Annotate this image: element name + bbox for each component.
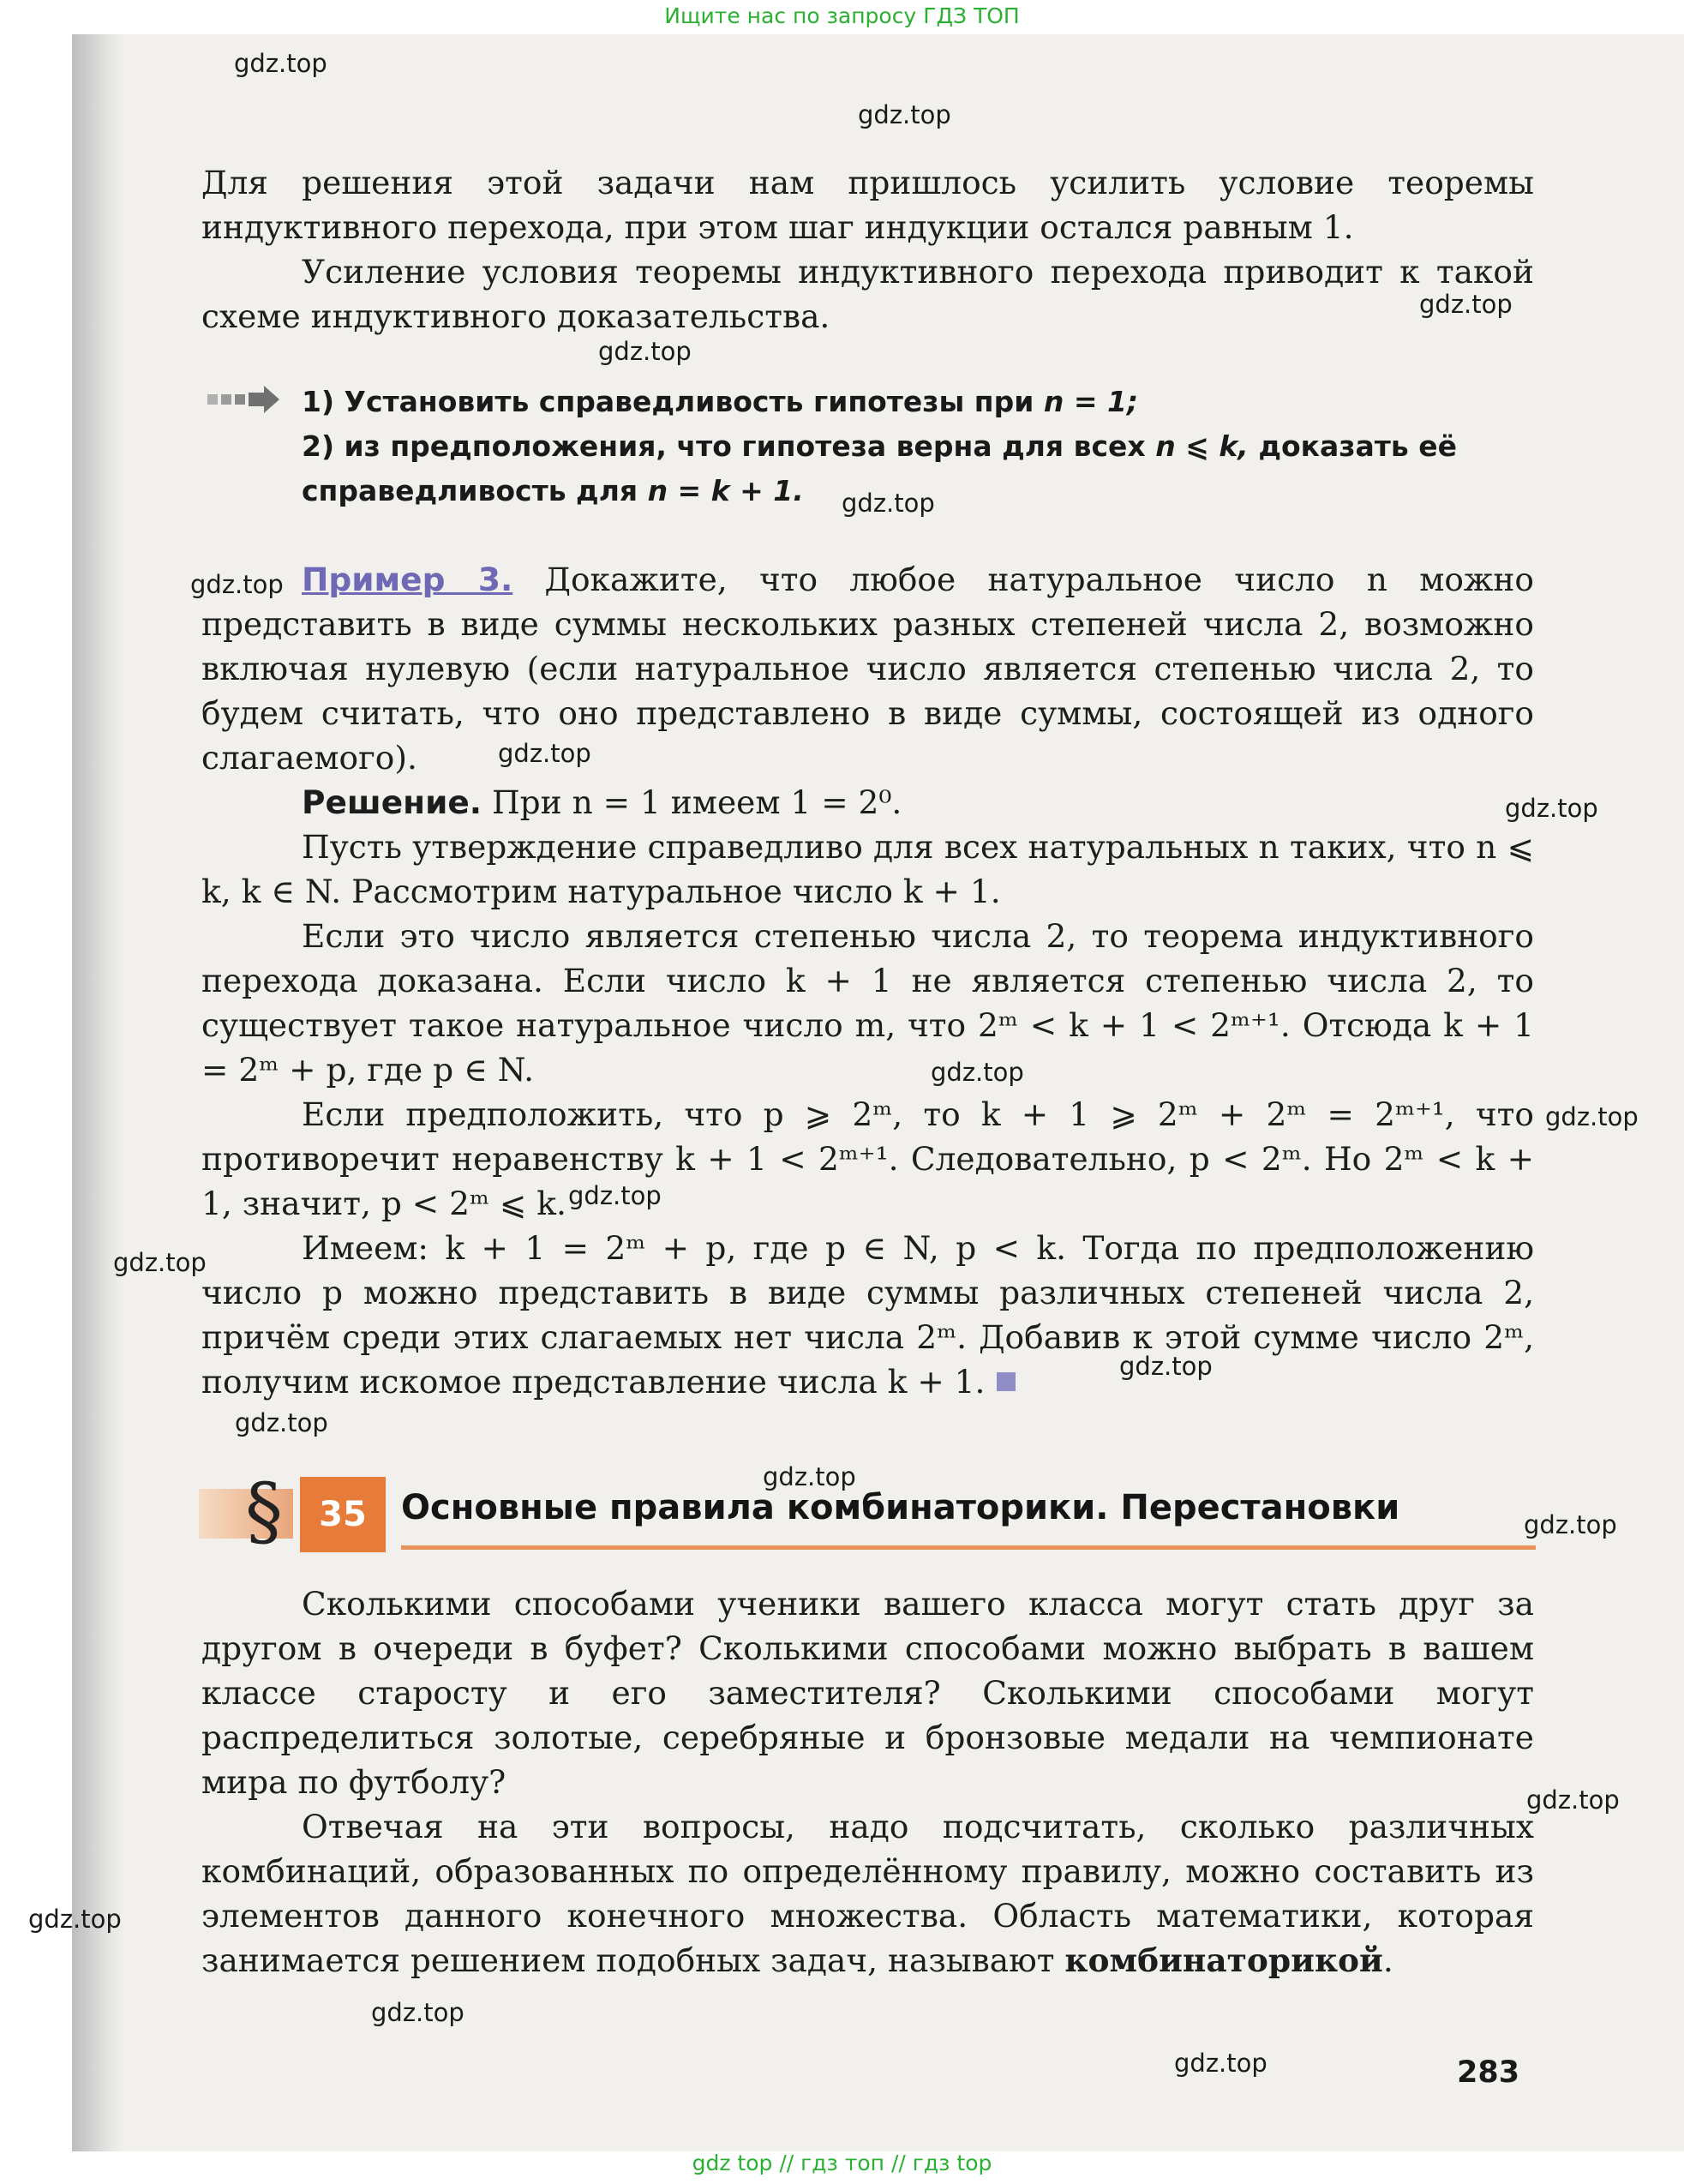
watermark: gdz.top (1526, 1785, 1620, 1815)
example-3 (201, 557, 1534, 1404)
end-of-proof-icon (997, 1372, 1016, 1391)
page-number: 283 (1457, 2055, 1520, 2090)
arrow-marker-icon (206, 384, 281, 415)
section-paragraph-end: . (1382, 1941, 1393, 1979)
watermark: gdz.top (1119, 1352, 1213, 1381)
rule-math: n ⩽ k, (1155, 429, 1249, 463)
watermark: gdz.top (568, 1181, 662, 1210)
section-underline (401, 1545, 1536, 1550)
term-combinatorics: комбинаторикой (1064, 1941, 1383, 1979)
watermark: gdz.top (931, 1058, 1024, 1087)
solution-text: Имеем: k + 1 = 2ᵐ + p, где p ∈ N, p < k. Тогда по предположению число p можно представить в виде суммы различных степеней числа 2, причём среди этих слагаемых нет числа 2ᵐ. Добавив к этой сумме число 2ᵐ, получим искомое представление числа k + 1. (201, 1229, 1534, 1401)
watermark: gdz.top (763, 1462, 856, 1491)
watermark: gdz.top (842, 489, 935, 518)
rule-text: доказать её (1248, 429, 1457, 463)
solution-paragraph: Пусть утверждение справедливо для всех натуральных n таких, что n ⩽ k, k ∈ N. Рассмотрим натуральное число k + 1. (201, 828, 1534, 910)
watermark: gdz.top (1524, 1510, 1617, 1539)
solution-paragraph (201, 1226, 1534, 1404)
watermark: gdz.top (235, 1408, 328, 1437)
page-fold-shadow (72, 34, 123, 2151)
watermark: gdz.top (498, 739, 591, 768)
watermark: gdz.top (598, 337, 692, 366)
watermark: gdz.top (28, 1905, 122, 1934)
section-symbol: § (245, 1467, 283, 1555)
section-text (201, 1581, 1534, 1983)
top-banner: Ищите нас по запросу ГДЗ ТОП (664, 3, 1020, 28)
section-paragraph-text: Отвечая на эти вопросы, надо подсчитать, сколько различных комбинаций, образованных по определённому правилу, можно составить из элементов данного конечного множества. Область математики, которая занимается решением подобных задач, называют (201, 1808, 1534, 1979)
rule-text: справедливость для (302, 474, 648, 507)
rule-math: n = 1; (1043, 385, 1139, 418)
solution-label: Решение. (302, 783, 482, 821)
induction-scheme (302, 380, 1536, 513)
rule-text: 2) из предположения, что гипотеза верна для всех (302, 429, 1156, 463)
example-label: Пример 3. (302, 561, 513, 598)
watermark: gdz.top (234, 49, 327, 78)
intro-paragraph: Для решения этой задачи нам пришлось усилить условие теоремы индуктивного перехода, при этом шаг индукции остался равным 1. (201, 164, 1534, 246)
section-paragraph (201, 1804, 1534, 1983)
rule-math: n = k + 1. (647, 474, 804, 507)
watermark: gdz.top (371, 1998, 464, 2027)
rule-text: 1) Установить справедливость гипотезы при (302, 385, 1044, 418)
watermark: gdz.top (1505, 794, 1598, 823)
solution-paragraph (201, 780, 1534, 825)
intro-text (201, 160, 1534, 339)
solution-text: При n = 1 имеем 1 = 2⁰. (482, 783, 902, 821)
watermark: gdz.top (113, 1248, 207, 1277)
solution-paragraph: Если это число является степенью числа 2, то теорема индуктивного перехода доказана. Если число k + 1 не является степенью числа 2, то существует такое натуральное число m, что 2ᵐ < k + 1 < 2ᵐ⁺¹. Отсюда k + 1 = 2ᵐ + p, где p ∈ N. (201, 917, 1534, 1089)
bottom-banner: gdz top // гдз топ // гдз top (692, 2151, 992, 2175)
solution-paragraph: Если предположить, что p ⩾ 2ᵐ, то k + 1 ⩾ 2ᵐ + 2ᵐ = 2ᵐ⁺¹, что противоречит неравенству k + 1 < 2ᵐ⁺¹. Следовательно, p < 2ᵐ. Но 2ᵐ < k + 1, значит, p < 2ᵐ ⩽ k. (201, 1095, 1534, 1222)
example-statement-text: Докажите, что любое натуральное число n можно представить в виде суммы нескольких разных степеней числа 2, возможно включая нулевую (если натуральное число является степенью числа 2, то будем считать, что оно представлено в виде суммы, состоящей из одного слагаемого). (201, 561, 1535, 777)
watermark: gdz.top (858, 100, 951, 129)
section-number: 35 (300, 1477, 386, 1552)
section-title: Основные правила комбинаторики. Перестановки (401, 1488, 1400, 1527)
watermark: gdz.top (1419, 290, 1513, 319)
section-paragraph: Сколькими способами ученики вашего класса могут стать друг за другом в очереди в буфет? Сколькими способами можно выбрать в вашем классе старосту и его заместителя? Сколькими способами могут распределиться золотые, серебряные и бронзовые медали на чемпионате мира по футболу? (201, 1585, 1534, 1801)
watermark: gdz.top (190, 570, 284, 599)
intro-paragraph: Усиление условия теоремы индуктивного перехода приводит к такой схеме индуктивного доказательства. (201, 253, 1534, 335)
example-statement (201, 557, 1534, 780)
watermark: gdz.top (1174, 2049, 1267, 2078)
watermark: gdz.top (1545, 1102, 1639, 1131)
